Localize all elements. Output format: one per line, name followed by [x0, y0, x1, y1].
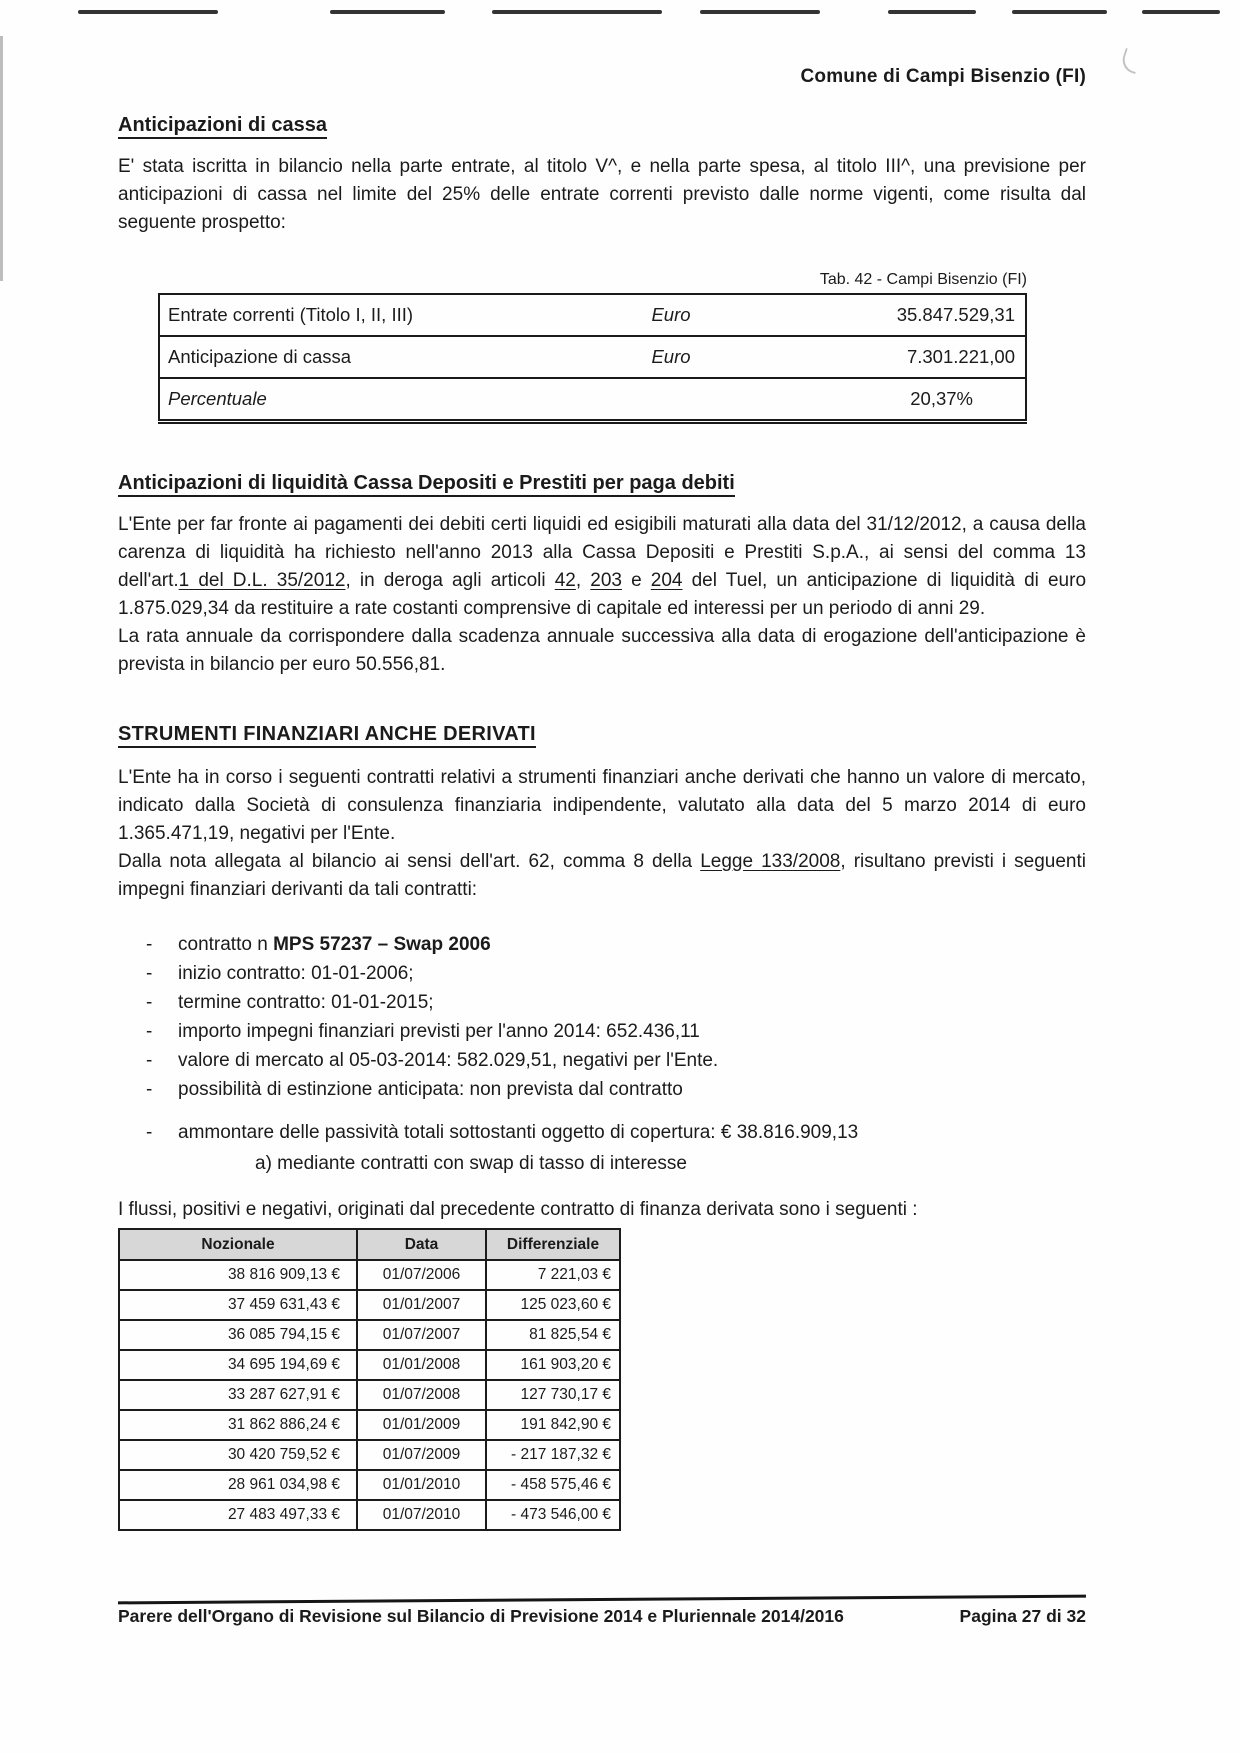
cell-nozionale: 37 459 631,43 € [119, 1290, 357, 1320]
scan-artifact [700, 10, 820, 14]
column-header-differenziale: Differenziale [486, 1229, 620, 1260]
scan-artifact [492, 10, 662, 14]
table-row [119, 1350, 620, 1380]
bullet-dash: - [146, 992, 153, 1013]
bullet-dash: - [146, 1079, 153, 1100]
table-row [119, 1500, 620, 1530]
cell-nozionale: 31 862 886,24 € [119, 1410, 357, 1440]
scan-artifact [888, 10, 976, 14]
table-row [119, 1320, 620, 1350]
table-cell-unit: Euro [651, 304, 691, 325]
link-dl-35-2012: 1 del D.L. 35/2012 [178, 570, 346, 591]
table-cell-unit: Euro [585, 336, 757, 378]
paragraph-liquidita: L'Ente per far fronte ai pagamenti dei debiti certi liquidi ed esigibili maturati alla data del 31/12/2012, a causa della carenza di liquidità ha richiesto nell'anno 2013 alla Cassa Depositi e Prestiti S.p.A., ai sensi del comma 13 dell'art.1 del D.L. 35/2012, in deroga agli articoli 42, 203 e 204 del Tuel, un anticipazione di liquidità di euro 1.875.029,34 da restituire a rate costanti comprensive di capitale ed interessi per un periodo di anni 29. [118, 514, 1087, 619]
table-row [119, 1440, 620, 1470]
ref-legge-133-2008: Legge 133/2008 [700, 851, 841, 872]
cell-differenziale: 7 221,03 € [486, 1260, 620, 1290]
page-number: Pagina 27 di 32 [959, 1606, 1086, 1626]
list-item: - valore di mercato al 05-03-2014: 582.029,51, negativi per l'Ente. [146, 1046, 1086, 1075]
paragraph-rata-annuale: La rata annuale da corrispondere dalla scadenza annuale successiva alla data di erogazione dell'anticipazione è prevista in bilancio per euro 50.556,81. [118, 626, 1086, 675]
cell-data: 01/07/2009 [357, 1440, 486, 1470]
list-item: - termine contratto: 01-01-2015; [146, 988, 1086, 1017]
cell-data: 01/07/2006 [357, 1260, 486, 1290]
cassa-table [158, 293, 1027, 424]
contract-bullet-list [146, 930, 1086, 1147]
cell-data: 01/01/2007 [357, 1290, 486, 1320]
table-cell-value: 7.301.221,00 [757, 336, 1026, 378]
cell-nozionale: 30 420 759,52 € [119, 1440, 357, 1470]
table1-caption: Tab. 42 - Campi Bisenzio (FI) [819, 271, 1027, 288]
cell-data: 01/07/2008 [357, 1380, 486, 1410]
cell-differenziale: 191 842,90 € [486, 1410, 620, 1440]
flussi-table [118, 1228, 621, 1531]
bullet-dash: - [146, 963, 153, 984]
cell-differenziale: 81 825,54 € [486, 1320, 620, 1350]
column-header-nozionale: Nozionale [119, 1229, 357, 1260]
page-footer [118, 1598, 1086, 1627]
cell-data: 01/01/2010 [357, 1470, 486, 1500]
bullet-dash: - [146, 1122, 153, 1143]
cell-data: 01/01/2008 [357, 1350, 486, 1380]
scan-artifact [1142, 10, 1220, 14]
scan-artifact [330, 10, 445, 14]
list-item: - contratto n MPS 57237 – Swap 2006 [146, 930, 1086, 959]
section-title-anticipazioni-cassa: Anticipazioni di cassa [118, 114, 1086, 137]
cell-data: 01/01/2009 [357, 1410, 486, 1440]
table-cell-value: 35.847.529,31 [896, 304, 1015, 325]
cell-differenziale: - 458 575,46 € [486, 1470, 620, 1500]
table-row [159, 336, 1026, 378]
cell-nozionale: 27 483 497,33 € [119, 1500, 357, 1530]
section-title-strumenti-finanziari: STRUMENTI FINANZIARI ANCHE DERIVATI [118, 723, 1086, 746]
cell-nozionale: 28 961 034,98 € [119, 1470, 357, 1500]
table-row [159, 294, 1026, 336]
bullet-dash: - [146, 1050, 153, 1071]
cell-differenziale: 125 023,60 € [486, 1290, 620, 1320]
ref-articolo-204: 204 [650, 570, 683, 591]
table-row [119, 1290, 620, 1320]
cell-differenziale: 127 730,17 € [486, 1380, 620, 1410]
table-row [159, 378, 1026, 422]
scan-artifact [78, 10, 218, 14]
page-header-right: Comune di Campi Bisenzio (FI) [800, 66, 1086, 87]
column-header-data: Data [357, 1229, 486, 1260]
table-cell-value: 20,37% [757, 378, 1026, 422]
list-item: - possibilità di estinzione anticipata: non prevista dal contratto [146, 1075, 1086, 1104]
list-item: - importo impegni finanziari previsti per l'anno 2014: 652.436,11 [146, 1017, 1086, 1046]
ref-articolo-203: 203 [590, 570, 622, 591]
cell-differenziale: 161 903,20 € [486, 1350, 620, 1380]
paragraph-strumenti: L'Ente ha in corso i seguenti contratti relativi a strumenti finanziari anche derivati che hanno un valore di mercato, indicato dalla Società di consulenza finanziaria indipendente, valutato alla data del 5 marzo 2014 di euro 1.365.471,19, negativi per l'Ente. [118, 767, 1086, 844]
table-header-row [119, 1229, 620, 1260]
scan-artifact [1012, 10, 1107, 14]
table-cell-label: Percentuale [159, 378, 585, 422]
cell-nozionale: 34 695 194,69 € [119, 1350, 357, 1380]
bullet-dash: - [146, 934, 153, 955]
table-row [119, 1260, 620, 1290]
paragraph-nota-bilancio: Dalla nota allegata al bilancio ai sensi dell'art. 62, comma 8 della Legge 133/2008, risultano previsti i seguenti impegni finanziari derivanti da tali contratti: [118, 851, 1086, 900]
cell-differenziale: - 473 546,00 € [486, 1500, 620, 1530]
footer-rule [118, 1595, 1086, 1605]
contract-id: MPS 57237 – Swap 2006 [273, 934, 491, 955]
list-subitem-a: a) mediante contratti con swap di tasso di interesse [255, 1153, 687, 1174]
scan-artifact-left-edge [0, 36, 3, 281]
footer-title: Parere dell'Organo di Revisione sul Bilancio di Previsione 2014 e Pluriennale 2014/2016 [118, 1606, 844, 1626]
bullet-dash: - [146, 1021, 153, 1042]
table-row [119, 1470, 620, 1500]
section-title-anticipazioni-liquidita: Anticipazioni di liquidità Cassa Depositi e Prestiti per paga debiti [118, 472, 1086, 495]
cell-nozionale: 33 287 627,91 € [119, 1380, 357, 1410]
cell-nozionale: 38 816 909,13 € [119, 1260, 357, 1290]
cell-nozionale: 36 085 794,15 € [119, 1320, 357, 1350]
paragraph-cassa: E' stata iscritta in bilancio nella parte entrate, al titolo V^, e nella parte spesa, al titolo III^, una previsione per anticipazioni di cassa nel limite del 25% delle entrate correnti previsto dalle norme vigenti, come risulta dal seguente prospetto: [118, 156, 1086, 233]
table-cell-label: Entrate correnti (Titolo I, II, III) [168, 304, 414, 325]
scan-artifact-squiggle [1119, 48, 1142, 74]
table-row [119, 1410, 620, 1440]
cell-data: 01/07/2010 [357, 1500, 486, 1530]
cell-data: 01/07/2007 [357, 1320, 486, 1350]
table-cell-unit [585, 378, 757, 422]
list-item: - inizio contratto: 01-01-2006; [146, 959, 1086, 988]
ref-articolo-42: 42 [554, 570, 576, 591]
paragraph-flussi: I flussi, positivi e negativi, originati dal precedente contratto di finanza derivata sono i seguenti : [118, 1199, 918, 1220]
list-item: - ammontare delle passività totali sottostanti oggetto di copertura: € 38.816.909,13 [146, 1118, 1086, 1147]
cell-differenziale: - 217 187,32 € [486, 1440, 620, 1470]
table-cell-label: Anticipazione di cassa [159, 336, 585, 378]
table-row [119, 1380, 620, 1410]
